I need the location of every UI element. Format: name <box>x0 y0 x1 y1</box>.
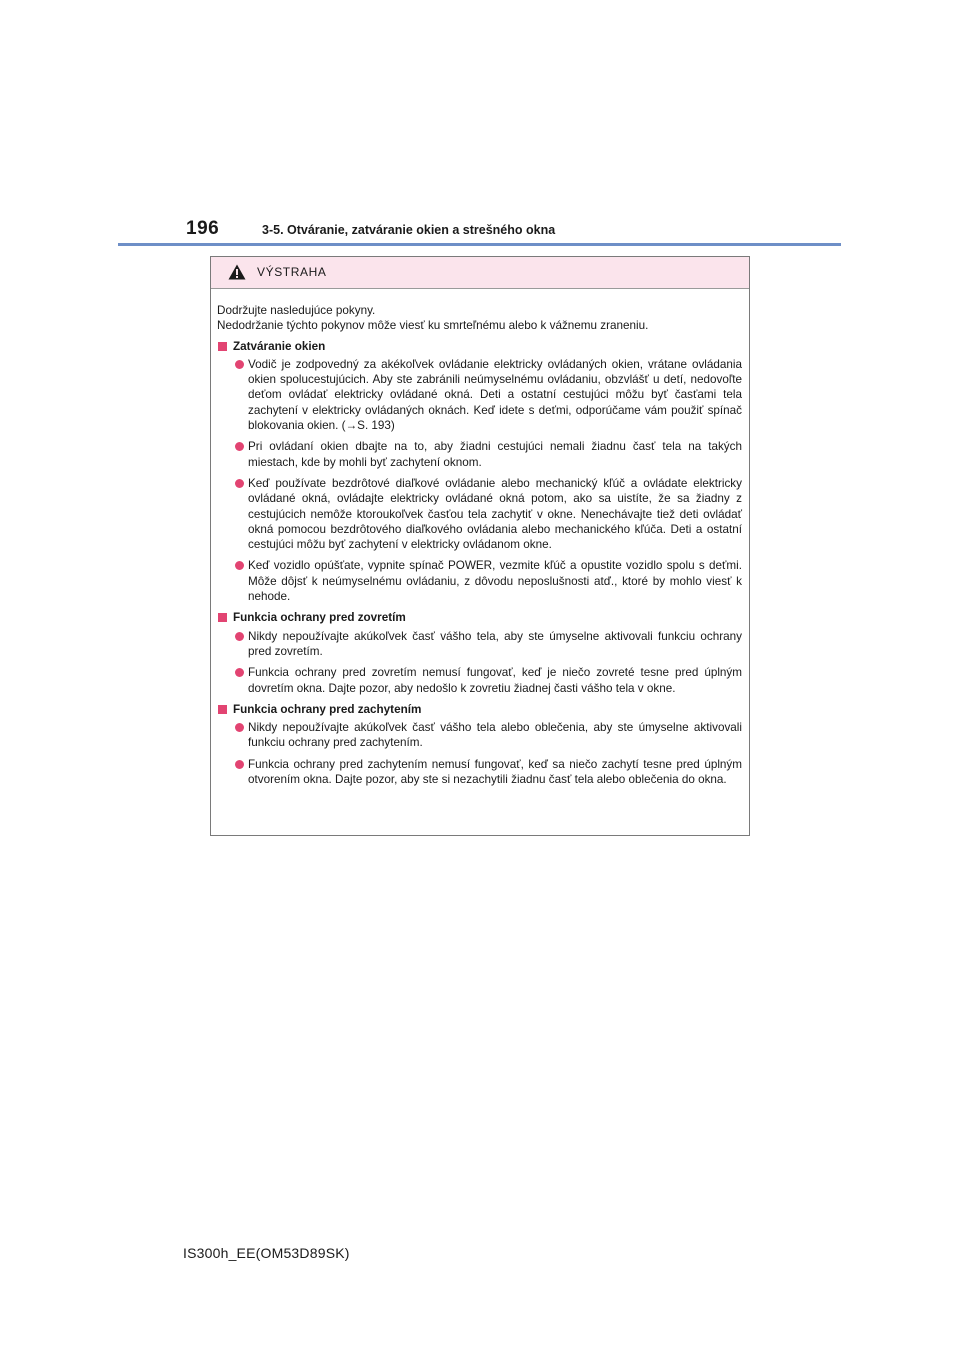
list-item-text: Vodič je zodpovedný za akékoľvek ovládanie elektricky ovládaných okien, vrátane ovládania okien spolucestujúcich. Aby ste zabránili neúmyselnému ovládaniu, obzvlášť u detí, nedovoľte deťom ovládať elektricky ovládané okná. Deti a ostatní cestujúci môžu byť časťami tela zachytení v elektricky ovládaných oknách. Keď idete s deťmi, odporúčame vám použiť spínač blokovania okien. (→S. 193) <box>248 357 742 433</box>
section-catch-protection <box>217 702 742 787</box>
section-heading <box>217 702 742 717</box>
list-item-text: Funkcia ochrany pred zachytením nemusí fungovať, keď sa niečo zachytí tesne pred úplným otvorením okna. Dajte pozor, aby ste si nezachytili žiadnu časť tela alebo oblečenia do okna. <box>248 757 742 787</box>
list-item-text: Funkcia ochrany pred zovretím nemusí fungovať, keď je niečo zovreté tesne pred úplným dovretím okna. Dajte pozor, aby nedošlo k zovretiu žiadnej časti vášho tela v okne. <box>248 666 742 695</box>
warning-intro-line: Nedodržanie týchto pokynov môže viesť ku smrteľnému alebo k vážnemu zraneniu. <box>217 319 649 333</box>
section-heading-text: Funkcia ochrany pred zachytením <box>233 702 422 716</box>
section-title: 3-5. Otváranie, zatváranie okien a strešného okna <box>262 223 556 237</box>
section-heading <box>217 610 742 625</box>
section-jam-protection <box>217 610 742 695</box>
section-heading-text: Zatváranie okien <box>233 339 326 353</box>
circle-bullet-icon <box>235 760 244 769</box>
circle-bullet-icon <box>235 561 244 570</box>
warning-body <box>211 289 749 787</box>
list-item <box>217 665 742 696</box>
circle-bullet-icon <box>235 479 244 488</box>
list-item-text: Keď používate bezdrôtové diaľkové ovládanie alebo mechanický kľúč a ovládate elektricky ovládané okná, ovládajte elektricky ovládané okná potom, ako sa uistíte, že sa žiadny z cestujúcich nemôže ktoroukoľvek časťou tela zachytiť v okne. Nenechávajte tiež deti ovládať okná pomocou bezdrôtového diaľkového ovládania alebo mechanického kľúča. Deti a ostatní cestujúci môžu byť zachytení v elektricky ovládanom okne. <box>248 476 742 552</box>
list-item <box>217 720 742 751</box>
list-item-text: Keď vozidlo opúšťate, vypnite spínač POWER, vezmite kľúč a opustite vozidlo spolu s deťmi. Môže dôjsť k neúmyselnému ovládaniu, z dôvodu neposlušnosti atď., ktoré by mohlo viesť k nehode. <box>248 559 742 604</box>
section-closing-windows <box>217 339 742 605</box>
footer-model-code: IS300h_EE(OM53D89SK) <box>183 1245 350 1261</box>
list-item-text: Pri ovládaní okien dbajte na to, aby žiadni cestujúci nemali žiadnu časť tela na takých miestach, kde by mohli byť zachytení oknom. <box>248 440 742 469</box>
square-bullet-icon <box>218 705 227 714</box>
list-item <box>217 476 742 552</box>
list-item <box>217 357 742 433</box>
circle-bullet-icon <box>235 723 244 732</box>
page-number: 196 <box>186 218 220 239</box>
circle-bullet-icon <box>235 360 244 369</box>
list-item <box>217 558 742 604</box>
warning-header <box>211 257 749 289</box>
warning-title: VÝSTRAHA <box>257 265 327 279</box>
warning-intro-line: Dodržujte nasledujúce pokyny. <box>217 304 376 317</box>
square-bullet-icon <box>218 342 227 351</box>
warning-box <box>210 256 750 836</box>
section-heading <box>217 339 742 354</box>
warning-triangle-icon <box>228 264 246 280</box>
list-item-text: Nikdy nepoužívajte akúkoľvek časť vášho tela, aby ste úmyselne aktivovali funkciu ochrany pred zovretím. <box>248 629 742 658</box>
circle-bullet-icon <box>235 632 244 641</box>
circle-bullet-icon <box>235 442 244 451</box>
header-rule <box>118 243 841 246</box>
square-bullet-icon <box>218 613 227 622</box>
list-item <box>217 757 742 788</box>
section-heading-text: Funkcia ochrany pred zovretím <box>233 611 406 625</box>
circle-bullet-icon <box>235 668 244 677</box>
list-item <box>217 439 742 470</box>
list-item <box>217 629 742 660</box>
list-item-text: Nikdy nepoužívajte akúkoľvek časť vášho tela alebo oblečenia, aby ste úmyselne aktivovali funkciu ochrany pred zachytením. <box>248 721 742 750</box>
